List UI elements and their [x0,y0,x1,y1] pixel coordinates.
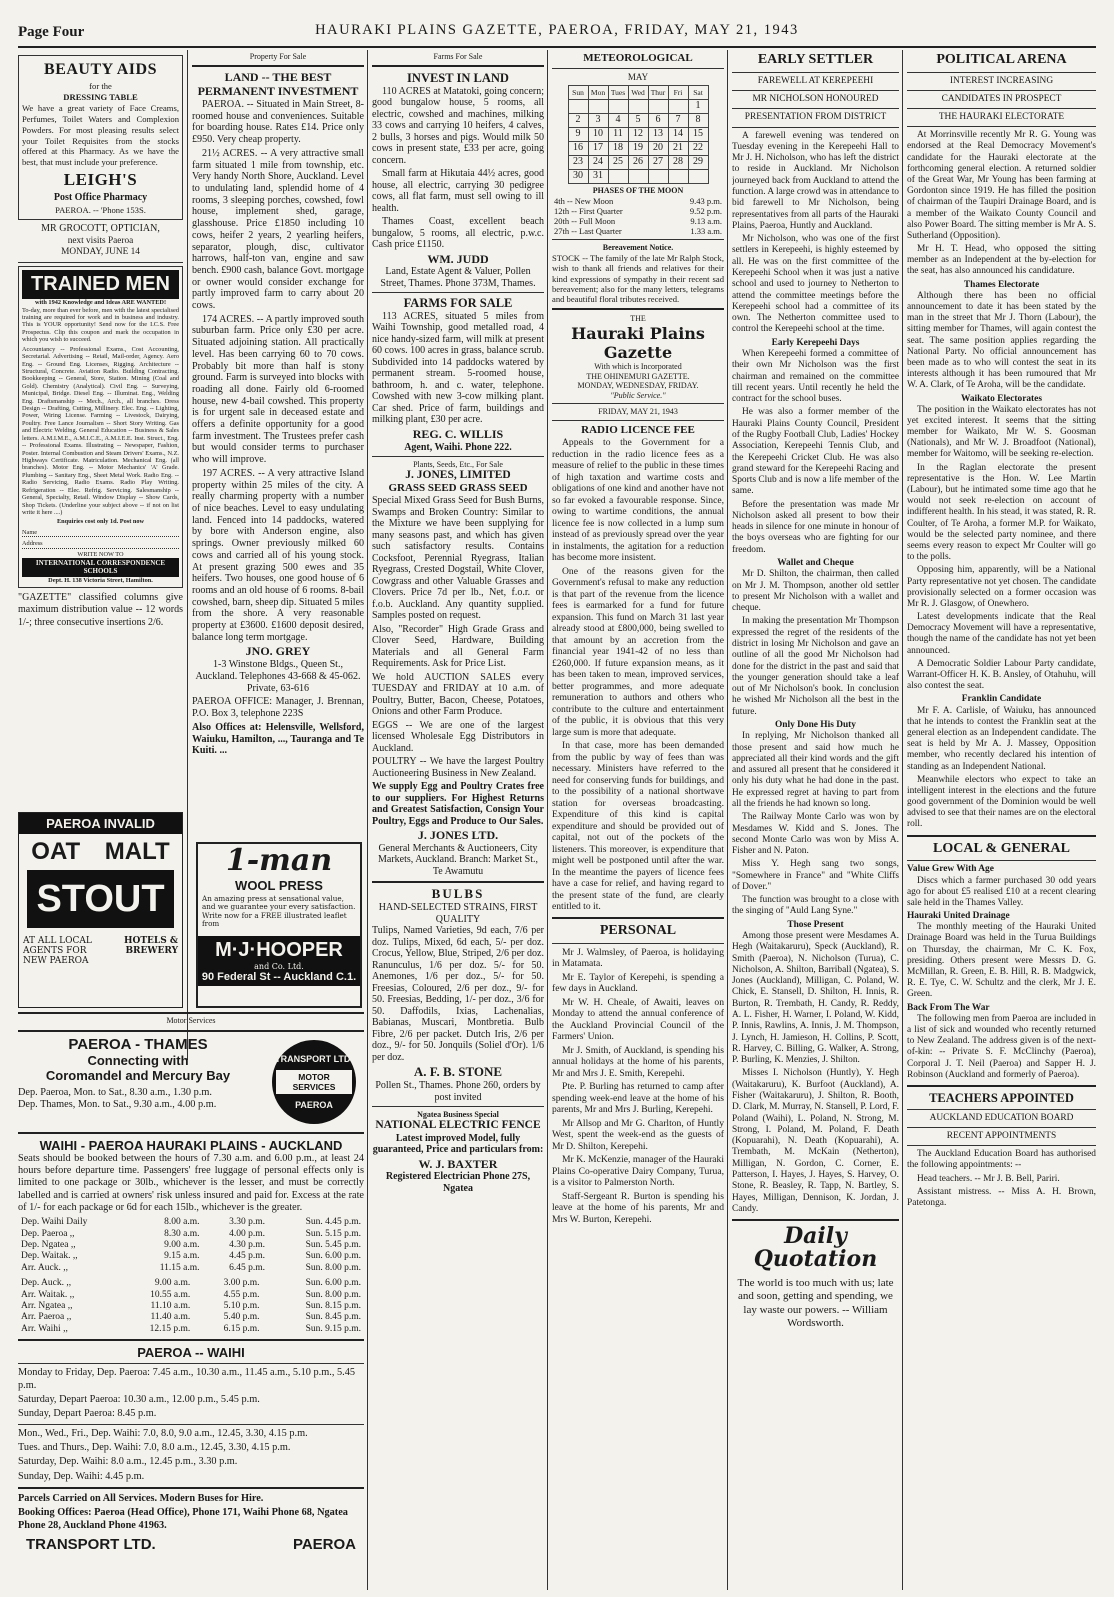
booking: Booking Offices: Paeroa (Head Office), Phone 171, Waihi Phone 68, Ngatea Phone 28, Auckland Phone 41963. [18,1507,348,1531]
section-farms: Farms For Sale [433,52,483,61]
paeroa-sign: PAEROA [292,1536,356,1553]
calendar-day: 28 [668,155,688,169]
timetable-cell: 5.10 p.m. [223,1301,260,1312]
column-rule [187,50,188,1060]
timetable-cell: 4.45 p.m. [229,1251,265,1262]
calendar-day [688,169,708,183]
calendar-day [608,169,628,183]
calendar-day [668,169,688,183]
column-rule [902,50,903,1590]
post-office: Post Office Pharmacy [53,192,148,204]
trained-list: Accountancy -- Professional Exams., Cost Accounting, Secretarial. Advertising -- Retail, Mail-order, Agency. Aero Eng. -- Ground Eng. Licenses, Rigging. Architecture -- Structural, Concrete. Aviation Radio. Building Contracting. Bookkeeping -- General, Store, Station. Mining (Coal and Gold). Chemistry (Analytical). Civil Eng. -- Surveying, Municipal, Bridge. Diesel Eng. -- Illuminat. Eng., Welding Eng. Draftsmanship -- Mech., Arch., all branches. Dress Design -- Drafting, Cutting, Millinery. Elec. Eng. -- Lighting, Power, Wiring License. Farming -- Livestock, Dairying, Poultry. Free Lance Journalism -- Short Story Writing. Gas and Electric Welding. General Education -- Business & Sales letters. A.M.I.M.E., A.M.I.C.E., A.M.I.E.E. Inst. Struct., Eng. -- Professional Exams. Illustrating -- Newspaper, Fashion, Poster. Internal Combustion and Steam Drivers' Exams., N.Z. Highways Certificate. Matriculation. Mechanical Eng. (all branches). Motor Eng. -- Motor Mechanics' 'A' Grade. Plumbing -- Sanitary Eng., Sheet Metal Work. Radio Eng. -- Radio Servicing, Radio Exams. Radio Play Writing. Refrigeration -- Elec. Refrig. Servicing. Salesmanship -- General, Specialty, Retail. Window Display -- Show Cards, Shop Tickets. (Underline your subject above -- if not on list write it here ....) [22,345,179,516]
enquiries: Enquiries cost only 1d. Post now [56,518,145,526]
timetable-cell: 3.00 p.m. [223,1278,260,1289]
timetable-cell: Sun. 6.00 p.m. [305,1251,361,1262]
timetable-cell: 12.15 p.m. [149,1323,191,1334]
calendar-day: 26 [628,155,648,169]
calendar-month: MAY [627,72,649,83]
timetable-cell: Dep. Auck. ,, [21,1278,72,1289]
schedule-line: Sunday, Dep. Waihi: 4.45 p.m. [18,1470,145,1482]
phase-cell: 1.33 a.m. [690,226,722,237]
baxter-address: Registered Electrician Phone 27S, Ngatea [385,1171,531,1194]
grass-seed: GRASS SEED GRASS SEED [388,482,528,495]
calendar-day-header: Mon [588,85,608,99]
article-paragraph: When Kerepeehi formed a committee of their own Mr Nicholson was the first chairman and remained on the committee till recent years. Until recently he held the contract for the school buses. [732,348,899,405]
calendar-day-header: Tues [608,85,628,99]
subhead: Hauraki United Drainage [907,911,1010,922]
timetable-cell: 8.00 a.m. [164,1217,200,1228]
article-paragraph: The following men from Paeroa are included in a list of sick and wounded who recently returned to New Zealand. The address given is of the next-of-kin: -- Private S. F. McClinchy (Paeroa), Corporal J. T. Neil (Paeroa) and Sapper H. J. Robinson (Auckland and formerly of Paeroa). [907,1013,1096,1080]
subhead: Value Grew With Age [907,864,994,875]
article-paragraph: Latest developments indicate that the Real Democracy Movement will have a representative, though the name of the candidate has not yet been announced. [907,612,1096,656]
calendar-day: 29 [688,155,708,169]
paeroa-waihi-headline: PAEROA -- WAIHI [137,1345,245,1361]
timetable-outbound [18,1217,364,1274]
transport-ltd: TRANSPORT LTD. [26,1536,156,1553]
listing-paragraph: Special Mixed Grass Seed for Bush Burns, Swamps and Broken Country: Similar to the Mixture we have been supplying for many seasons past, and which has given such satisfactory results. Contains Cocksfoot, Perennial Ryegrass, Italian Ryegrass, Crested Dogstail, White Clover, Cowgrass and other Valuable Grasses and Clovers. Price 7d per lb., Net, f.o.r. or f.o.b. Auckland. Any quantity supplied. Samples posted on request. [372,495,544,622]
article-paragraph: The function was brought to a close with the singing of "Auld Lang Syne." [732,895,899,917]
article-paragraph: Meanwhile electors who expect to take an intelligent interest in the elections and the future good government of the Dominion would be well advised to see that their names are on the electoral roll. [907,774,1096,830]
editorial-paragraph: Appeals to the Government for a reduction in the radio licence fees as a measure of relief to the public in these times of high taxation and wartime costs and obligations of one kind and another have not so far evoked a favourable response. Since, owing to wartime conditions, the annual licence fee is now collected in a lump sum instead of as previously spread over the year in instalments, the agitation for a reduction has become more insistent. [552,437,724,564]
column-4 [552,52,724,1597]
logo-bot: PAEROA [295,1099,333,1110]
stout-oat: OAT [31,838,81,865]
listing-paragraph: 21½ ACRES. -- A very attractive small farm situated 1 mile from township, etc. Very handy North Shore, Auckland. Level to undulating land, splendid home of 4 rooms, 3 sleeping porches, cowshed, fowl house, implement shed, garage, glasshouse. Price £1850 including 10 cows, heifer 2 years, 2 yearling heifers, separator, plough, disc, cultivator harrows, half-ton van, engine and saw bench. £900 cash, balance Govt. mortgage or owner would consider exchange for partly improved farm to carry about 20 cows. [192,147,364,312]
masthead [18,8,1096,48]
article-paragraph: Mr D. Shilton, the chairman, then called on Mr J. M. Thompson, another old settler to present Mr Nicholson with a wallet and cheque. [732,569,899,614]
bereavement-body: STOCK -- The family of the late Mr Ralph Stock, wish to thank all friends and relatives for their kind expressions of sympathy in their recent sad bereavement; also for the many letters, telegrams and beautiful floral tributes received. [552,252,724,305]
article-paragraph: Misses I. Nicholson (Huntly), Y. Hegh (Waitakaruru), K. Burfoot (Auckland), A. Fisher (Waitakaruru), J. Shilton, R. Booth, D. Clark, M. Murray, N. Stansell, P. Lord, F. Poland (Waihi), L. Poland, N. Strong, M. Strong, I. Poland, M. Poland, F. Death (Kopuarahi), N. Death (Kopuarahi), A. Trembath, M. McKain (Netherton), Milligan, N. Gordon, C. Corner, E. Patterson, I. Hayes, J. Hayes, S. Harvey, O. Stone, R. Beasley, R. Tapp, N. Bartley, S. Hayes, Milligan, Dennison, K. Jordan, J. Candy. [732,1068,899,1214]
stout-ad [18,812,183,1008]
timetable-cell: 11.40 a.m. [150,1312,191,1323]
recent-appointments: RECENT APPOINTMENTS [946,1130,1057,1141]
personal-item: Mr J. Walmsley, of Paeroa, is holidaying in Matamata. [552,946,724,970]
phases-title: PHASES OF THE MOON [592,185,684,195]
calendar-day-header: Wed [628,85,648,99]
masthead-title: HAURAKI PLAINS GAZETTE, PAEROA, FRIDAY, MAY 21, 1943 [315,22,799,38]
article-paragraph: Among those present were Mesdames A. Hegh (Waitakaruru), Speck (Auckland), R. Smith (Paeroa), N. Nicholson (Turua), C. Nicholson, A. Shilton, Barriball (Ngatea), S. Jones (Auckland), Milligan, C. Poland, W. Chick, E. Stansell, D. Shilton, H. Innis, R. Burton, R. Trembath, H. Candy, R. Reddy, A. L. Fisher, H. Warner, I. Poland, W. Kidd, P. Innis, Rawlins, A. Innis, J. M. Thompson, J. Lynch, H. Jamieson, H. Collins, P. Scott, R. Harvey, C. Billing, G. Walker, A. Strong, P. Burling, K. Menzies, J. Shilton. [732,931,899,1066]
phase-cell: 12th -- First Quarter [554,205,623,216]
editorial-paragraph: One of the reasons given for the Government's refusal to make any reduction is that part of the revenue from the licence fees is earmarked for a fund for future expansion. This fund on March 31 last year already stood at £800,000, being swelled to that amount by an accretion from the financial year 1941-42 of no less than £260,000. If future expansion means, as it has been taken to mean, improved services, better programmes, and more adequate remuneration to authors and others who contribute to the culture and entertainment of the public, it is obvious that this very large sum is more that adequate. [552,565,724,738]
timetable-inbound [18,1278,364,1335]
dep-thames: Dep. Thames, Mon. to Sat., 9.30 a.m., 4.00 p.m. [18,1098,217,1110]
timetable-cell: 10.55 a.m. [150,1289,191,1300]
calendar-day: 16 [568,141,588,155]
hooper-co: and Co. Ltd. [254,962,304,972]
column-2 [192,52,364,840]
listing-paragraph: 174 ACRES. -- A partly improved south suburban farm. Price only £30 per acre. Situated adjoining station. All practically level. Has been carrying 60 to 70 cows. Probably bit more than half is stony ground. Farm is surveyed into blocks with roading all done. Fairly old 6-roomed house, new 4-bail cowshed. This property is for urgent sale in deceased estate and offers a definite opportunity for a good farm investment. The Trustees prefer cash but would consider terms to purchaser who will improve. [192,313,364,466]
timetable-cell: Sun. 8.00 p.m. [305,1262,361,1273]
beauty-title: BEAUTY AIDS [44,61,157,78]
editorial-paragraph: In that case, more has been demanded from the public by way of fees than was necessary. Ministers have referred to the need for conserving funds for buildings, and to the possibility of a national shortwave station for overseas broadcasting. Expenditure of this kind is capital expenditure and should be provided out of capital, not out of the pockets of the listeners. This moreover, is expenditure that might well be postponed until after the war. In the meantime the payers of licence fees have a case for relief, and having regard to the present state of the fund, are clearly entitled to it. [552,740,724,913]
phase-cell: 9.13 a.m. [690,215,722,226]
column-3 [372,52,544,1597]
personal-item: Mr W. H. Cheale, of Awaiti, leaves on Monday to attend the annual conference of the Auckland Provincial Council of the Farmers' Union. [552,996,724,1043]
article-paragraph: The position in the Waikato electorates has not yet excited interest. It seems that the sitting member for Waikato, Mr W. S. Goosman (Nationals), and Mr W. J. Broadfoot (National), member for Waitomo, will be seeking re-election. [907,404,1096,460]
phase-cell: 27th -- Last Quarter [554,226,622,237]
personal-item: Mr E. Taylor of Kerepehi, is spending a few days in Auckland. [552,971,724,995]
hauraki-electorate: THE HAURAKI ELECTORATE [938,112,1065,123]
grey-office: PAEROA OFFICE: Manager, J. Brennan, P.O. Box 3, telephone 223S [192,696,364,720]
article-paragraph: A Democratic Soldier Labour Party candidate, Warrant-Officer H. K. B. Ansley, of Otahuhu, will also contest the seat. [907,658,1096,692]
listing-paragraph: PAEROA. -- Situated in Main Street, 8-roomed house and conveniences. Suitable for boarding house. Rates £14. Price only £950. Very cheap property. [192,99,364,146]
personal-item: Pte. P. Burling has returned to camp after spending week-end leave at the home of his parents, Mr and Mrs J. Burling, Kerepehi. [552,1081,724,1116]
timetable-cell: Arr. Auck. ,, [21,1262,68,1273]
hooper-name: M·J·HOOPER [215,939,343,962]
timetable-cell: 6.15 p.m. [223,1323,260,1334]
write-now: WRITE NOW TO [77,550,124,558]
timetable-cell: Dep. Ngatea ,, [21,1240,76,1251]
public-service: "Public Service." [610,390,666,400]
listing-paragraph: 113 ACRES, situated 5 miles from Waihi Township, good metalled road, 4 nice handy-sized farm, will milk at present 60 cows. 100 acres in grass, balance scrub. Subdivided into 14 paddocks watered by permanent stream. 5-roomed house, bathroom, h. and c. water, telephone. Cowshed with new 3-cow milking plant. Car shed. Price of farm, buildings and milking plant, £30 per acre. [372,310,544,426]
bulbs-list: Tulips, Named Varieties, 9d each, 7/6 per doz. Tulips, Mixed, 6d each, 5/- per doz. Crocus, Yellow, Blue, Striped, 2/6 per doz. Ranunculus, 1/6 per doz. 5/- for 50. Anemones, 1/6 per doz., 5/- for 50. Freesias, Coloured, 2/6 per doz., 9/- for 50. Freesias, Bedding, 1/- per doz., 3/6 for 50. Daffodils, Ixias, Lachenalias, Babianas, Muscari, Montbretia. Bulb Fibre, 2/6 per packet. Dutch Iris, 2/6 per doz., 9/- for 50. Jonquils (Soliel d'Or). 1/6 per doz. [372,925,544,1063]
schedule-line: Sunday, Depart Paeroa: 8.45 p.m. [18,1408,157,1420]
masthead-the: THE [630,314,646,324]
column-5 [732,52,899,1597]
timetable-cell: Sun. 8.45 p.m. [305,1312,361,1323]
trained-men-title: TRAINED MEN [22,270,179,299]
grocott: MR GROCOTT, OPTICIAN, [41,222,160,234]
calendar-day: 31 [588,169,608,183]
national-body: Latest improved Model, fully guaranteed, Price and particulars from: [372,1132,544,1156]
listing-paragraph: Small farm at Hikutaia 44½ acres, good house, all electric, carrying 30 pedigree cows, all flat farm, must sell owing to ill health. [372,168,544,214]
article-paragraph: A farewell evening was tendered on Tuesday evening in the Kerepeehi Hall to Mr J. H. Nicholson, who has left the district to reside in Auckland. Mr Nicholson journeyed back from Auckland to attend the function. A large crowd was in attendance to bid farewell to Mr Nicholson, being representatives from all parts of the Hauraki Plains, Paeroa, Huntly and Auckland. [732,130,899,231]
section-property: Property For Sale [249,52,307,61]
quotation-title: Quotation [753,1246,878,1273]
motor-services [18,1012,364,1592]
timetable-cell: 9.15 a.m. [164,1251,200,1262]
national-fence: NATIONAL ELECTRIC FENCE [375,1119,541,1132]
paeroa-thames-headline: PAEROA - THAMES [68,1035,208,1053]
column-6 [907,52,1096,1597]
subhead: Only Done His Duty [774,719,856,730]
timetable-cell: Dep. Waitak. ,, [21,1251,78,1262]
judd-address: Land, Estate Agent & Valuer, Pollen Street, Thames. Phone 373M, Thames. [380,266,536,289]
local-general-headline: LOCAL & GENERAL [933,840,1070,856]
calendar-day: 11 [608,127,628,141]
phase-cell: 9.52 p.m. [689,205,722,216]
subhead: Thames Electorate [963,279,1040,290]
calendar-day [608,99,628,113]
timetable-cell: 11.15 a.m. [159,1262,200,1273]
article-paragraph: Assistant mistress. -- Miss A. H. Brown, Patetonga. [907,1186,1096,1208]
schedule-line: Monday to Friday, Dep. Paeroa: 7.45 a.m., 10.30 a.m., 11.45 a.m., 5.10 p.m., 5.45 p.m. [18,1367,355,1391]
listing-paragraph: Also, "Recorder" High Grade Grass and Clover Seed, Hardware, Building Materials and all General Farm Requirements. Ask for Price List. [372,623,544,670]
calendar-day: 13 [648,127,668,141]
listing-paragraph: EGGS -- We are one of the largest licensed Wholesale Egg Distributors in Auckland. [372,719,544,754]
beauty-ad [18,55,183,220]
section-plants: Plants, Seeds, Etc., For Sale [413,460,503,470]
trained-men-ad [18,266,183,588]
calendar-day: 10 [588,127,608,141]
invest-headline: INVEST IN LAND [407,71,509,86]
article-paragraph: Miss Y. Hegh sang two songs, "Somewhere in France" and "White Cliffs of Dover." [732,859,899,892]
transport-logo [272,1040,356,1124]
listing-paragraph: We hold AUCTION SALES every TUESDAY and FRIDAY at 10 a.m. of Poultry, Butter, Bacon, Cheese, Potatoes, Onions and other Farm Produce. [372,671,544,718]
phase-cell: 4th -- New Moon [554,195,614,206]
name-label: Name [22,528,38,536]
schedule-line: Saturday, Dep. Waihi: 8.0 a.m., 12.45 p.m., 3.30 p.m. [18,1456,238,1468]
political-arena-headline: POLITICAL ARENA [936,52,1067,67]
leighs-logo: LEIGH'S [63,170,138,190]
candidates: CANDIDATES IN PROSPECT [941,93,1062,104]
calendar-day: 4 [608,113,628,127]
calendar-day: 2 [568,113,588,127]
dep-paeroa: Dep. Paeroa, Mon. to Sat., 8.30 a.m., 1.30 p.m. [18,1086,212,1098]
timetable-cell: Arr. Waitak. ,, [21,1289,75,1300]
timetable-cell: 5.40 p.m. [223,1312,260,1323]
calendar-day: 24 [588,155,608,169]
judd-name: WM. JUDD [427,251,489,266]
calendar-day [588,99,608,113]
timetable-cell: Sun. 8.00 p.m. [305,1289,361,1300]
article-paragraph: In replying, Mr Nicholson thanked all those present and said how much he appreciated all their kind words and the gift and assured all present that he considered it only his duty what he had done in the past. He expressed regret at having to part from all the friends he had known so long. [732,731,899,809]
bereavement-title: Bereavement Notice. [602,243,674,253]
land-headline: LAND -- THE BEST PERMANENT INVESTMENT [197,70,359,99]
timetable-cell: 4.55 p.m. [223,1289,260,1300]
beauty-for: for the [89,81,112,91]
ohinemuri: THE OHINEMURI GAZETTE. [586,371,690,381]
jones-name: J. JONES, LIMITED [405,469,511,482]
phase-cell: 9.43 p.m. [689,195,722,206]
calendar-day: 27 [648,155,668,169]
calendar-day: 12 [628,127,648,141]
calendar-day-header: Sun [568,85,588,99]
parcels: Parcels Carried on All Services. Modern Buses for Hire. [18,1492,264,1504]
honoured: MR NICHOLSON HONOURED [752,94,879,105]
coromandel: Coromandel and Mercury Bay [45,1067,231,1083]
connecting: Connecting with [87,1052,189,1068]
calendar-day-header: Thur [648,85,668,99]
days-published: MONDAY, WEDNESDAY, FRIDAY. [577,381,699,391]
calendar-day: 6 [648,113,668,127]
section-ngatea: Ngatea Business Special [417,1110,499,1120]
calendar-day: 25 [608,155,628,169]
calendar-day [568,99,588,113]
personal-item: Mr Allsop and Mr G. Charlton, of Huntly West, spent the week-end as the guests of Mr D. Shilton, Kerepehi. [552,1117,724,1152]
subhead: Back From The War [907,1002,990,1013]
article-paragraph: Discs which a farmer purchased 30 odd years ago for about £5 realised £10 at a recent clearing sale held in the Thames Valley. [907,875,1096,908]
waihi-headline: WAIHI - PAEROA HAURAKI PLAINS - AUCKLAND [39,1137,343,1153]
listing-paragraph: POULTRY -- We have the largest Poultry Auctioneering Business in New Zealand. [372,756,544,779]
address-label: Address [22,540,43,548]
article-paragraph: Opposing him, apparently, will be a National Party representative not yet chosen. The candidate provisionally selected on a former occasion was Mr R. J. Glasgow, of Onewhero. [907,565,1096,609]
subhead: Wallet and Cheque [777,558,854,569]
calendar [568,85,709,184]
timetable-cell: Sun. 6.00 p.m. [305,1278,361,1289]
daily-quote: The world is too much with us; late and soon, getting and spending, we lay waste our powers. -- William Wordsworth. [737,1277,894,1329]
calendar-day: 17 [588,141,608,155]
calendar-day: 14 [668,127,688,141]
wool-body: An amazing press at sensational value, and we guarantee your every satisfaction. Write now for a FREE illustrated leaflet from [202,894,356,928]
logo-top: TRANSPORT LTD. [275,1053,353,1064]
schedule-line: Mon., Wed., Fri., Dep. Waihi: 7.0, 8.0, 9.0 a.m., 12.45, 3.30, 4.15 p.m. [18,1427,308,1439]
jones-address: General Merchants & Auctioneers, City Markets, Auckland. Branch: Market St., Te Awamutu [378,842,538,877]
article-paragraph: Mr F. A. Carlisle, of Waiuku, has announced that he intends to contest the Franklin seat at the general election as an Independent candidate. The seat is held by Mr A. J. Massey, Opposition member, who recently declared his intention of standing as an Independent National. [907,705,1096,772]
grey-also: Also Offices at: Helensville, Wellsford, Waiuku, Hamilton, ..., Tauranga and Te Kuiti. ... [192,721,364,757]
calendar-day: 22 [688,141,708,155]
personal-item: Mr J. Smith, of Auckland, is spending his annual holidays at the home of his parents, Mr and Mrs J. E. Smith, Kerepehi. [552,1044,724,1079]
stout-word: STOUT [27,870,174,928]
article-paragraph: Mr H. T. Head, who opposed the sitting member as an Independent at the by-election for the seat, has also announced his candidature. [907,244,1096,277]
page-number: Page Four [18,24,85,40]
schedule-line: Saturday, Depart Paeroa: 10.30 a.m., 12.00 p.m., 5.45 p.m. [18,1393,260,1405]
column-rule [727,50,728,1590]
interest-increasing: INTEREST INCREASING [949,75,1054,86]
calendar-day: 20 [648,141,668,155]
article-paragraph: In making the presentation Mr Thompson expressed the regret of the residents of the district in losing Mr Nicholson and gave an outline of all the good Mr Nicholson had done for the district in the past and said that the younger generation should take a leaf out of Mr Nicholson's book. In conclusion he wished Mr Nicholson all the best in the future. [732,616,899,717]
stout-top: PAEROA INVALID [19,813,182,834]
article-paragraph: In the Raglan electorate the present representative is the Hon. W. Lee Martin (Labour), but he intimated some time ago that he would not seek re-election on account of indifferent health. In his stead, it was stated, R. R. Coulter, of Te Aroha, a former M.P. for Waikato, would be the selected party nominee, and there seems every reason to expect Mr Coulter will go to the polls. [907,462,1096,563]
timetable-cell: Sun. 9.15 p.m. [305,1323,361,1334]
grey-name: JNO. GREY [245,644,311,659]
willis-name: REG. C. WILLIS [412,426,504,441]
farewell: FAREWELL AT KEREPEEHI [757,75,874,86]
calendar-day: 15 [688,127,708,141]
calendar-day [648,99,668,113]
calendar-day-header: Sat [688,85,708,99]
article-paragraph: Mr Nicholson, who was one of the first settlers in Kerepeehi, is highly esteemed by all. He was on the first committee of the Kerepeehi School when it was just a native school and used to journey to Netherton to attend the committee meetings before the Kerepeehi school had a committee of its own. The Netherton committee used to control the Kerepeehi school at the time. [732,234,899,335]
subhead: Those Present [787,919,844,930]
calendar-day: 18 [608,141,628,155]
personal-item: Staff-Sergeant R. Burton is spending his leave at the home of his parents, Mr and Mrs W. Burton, Kerepehi. [552,1190,724,1225]
column-rule [367,50,368,1590]
logo-mid: MOTOR SERVICES [276,1070,352,1094]
stout-malt: MALT [104,838,170,865]
beauty-table: DRESSING TABLE [63,91,138,102]
jones-ltd: J. JONES LTD. [417,828,499,843]
gazette-classified: "GAZETTE" classified columns give maximum distribution value -- 12 words 1/-; three consecutive insertions 2/6. [18,591,183,628]
baxter-name: W. J. BAXTER [418,1156,498,1171]
subhead: Franklin Candidate [961,694,1042,705]
timetable-cell: Sun. 4.45 p.m. [305,1217,361,1228]
calendar-day: 19 [628,141,648,155]
calendar-day: 5 [628,113,648,127]
timetable-cell: Sun. 5.45 p.m. [305,1240,361,1251]
article-paragraph: Head teachers. -- Mr J. B. Bell, Pariri. [917,1173,1060,1184]
radio-headline: RADIO LICENCE FEE [581,424,695,437]
stout-agents: AT ALL LOCAL AGENTS FOR NEW PAEROA [23,936,92,966]
presentation: PRESENTATION FROM DISTRICT [744,112,887,123]
education-board: AUCKLAND EDUCATION BOARD [929,1112,1074,1123]
timetable-cell: Sun. 8.15 p.m. [305,1301,361,1312]
ics-name: INTERNATIONAL CORRESPONDENCE SCHOOLS [22,558,179,577]
calendar-day: 8 [688,113,708,127]
oneman-logo: 1-man [225,843,333,878]
personal-headline: PERSONAL [599,922,677,938]
stone-name: A. F. B. STONE [413,1064,503,1080]
wool-press-ad [196,842,362,1008]
calendar-day [648,169,668,183]
teachers-headline: TEACHERS APPOINTED [929,1090,1074,1105]
gazette-name: Hauraki Plains Gazette [571,324,705,363]
calendar-day [628,99,648,113]
beauty-body: We have a great variety of Face Creams, Perfumes, Toilet Waters and Complexion Powders. For most pleasing results select your Toilet Requisites from the stocks offered at this Pharmacy. As we have the best, that must include your preference. [22,102,179,168]
timetable-cell: 4.00 p.m. [229,1228,265,1239]
timetable-cell: Arr. Ngatea ,, [21,1301,73,1312]
schedule-line: Tues. and Thurs., Dep. Waihi: 7.0, 8.0 a.m., 12.45, 3.30, 4.15 p.m. [18,1441,291,1453]
timetable-cell: 4.30 p.m. [229,1240,265,1251]
stout-hotels: HOTELS & BREWERY [124,936,178,956]
timetable-cell: Arr. Paeroa ,, [21,1312,72,1323]
timetable-cell: Dep. Paeroa ,, [21,1228,75,1239]
paeroa-phone: PAEROA. -- 'Phone 153S. [55,204,146,215]
column-rule [547,50,548,1590]
article-paragraph: The Railway Monte Carlo was won by Mesdames W. Kidd and S. Jones. The second Monte Carlo was won by Miss A. Fisher and N. Paton. [732,812,899,857]
article-paragraph: Before the presentation was made Mr Nicholson asked all present to bow their heads in silence for one minute in honour of the boys overseas who are fighting for our freedom. [732,499,899,555]
meteorological: METEOROLOGICAL [583,52,693,64]
personal-item: Mr K. McKenzie, manager of the Hauraki Plains Co-operative Dairy Company, Turua, is a visitor to Palmerston North. [552,1154,724,1189]
listing-paragraph: 110 ACRES at Matatoki, going concern; good bungalow house, 5 rooms, all electric, cowshed and machines, milking 33 cows and carrying 10 heifers, 4 calves, 2 bulls, 3 horses and pigs. Would milk 50 cows in present state, £33 per acre, going concern. [372,85,544,166]
calendar-day [628,169,648,183]
timetable-cell: 11.10 a.m. [150,1301,191,1312]
listing-paragraph: 197 ACRES. -- A very attractive Island property within 25 miles of the city. A really charming property with a number of nice beaches. Level to easy undulating land. Fenced into 14 paddocks, watered by bore with Anderson engine, also springs. Owner previously milked 60 cows and carried all of his young stock. At present grazing 500 ewes and 35 heifers. Two houses, one good house of 6 rooms and an old house of 6 rooms. 8-bail cowshed, barn, sheep dip. Situated 5 miles from the shore. A very reasonable property at £3600. £1600 deposit desired, balance long term mortgage. [192,467,364,643]
article-paragraph: He was also a former member of the Hauraki Plains County Council, President of the Rugby Football Club, Ladies' Hockey Association, Kerepeehi Tennis Club, and the Kerepeehi Cricket Club. He was also grand steward for the Kerepeehi Racing and Sports Club and is now a life member of the same. [732,407,899,497]
timetable-cell: 6.45 p.m. [229,1262,265,1273]
listing-paragraph: We supply Egg and Poultry Crates free to our suppliers. For Highest Returns and Greatest Satisfaction, Consign Your Poultry, Eggs and Produce to Our Sales. [372,781,544,827]
dateline: FRIDAY, MAY 21, 1943 [598,407,678,417]
timetable-cell: 9.00 a.m. [164,1240,200,1251]
section-motor: Motor Services [166,1016,216,1025]
grey-address: 1-3 Winstone Bldgs., Queen St., Auckland. Telephones 43-668 & 45-062. Private, 63-616 [195,659,361,694]
calendar-day [668,99,688,113]
timetable-cell: Sun. 5.15 p.m. [305,1228,361,1239]
early-settler-headline: EARLY SETTLER [757,52,874,67]
timetable-cell: 9.00 a.m. [154,1278,191,1289]
bulbs-headline: BULBS [431,886,485,902]
willis-address: Agent, Waihi. Phone 222. [404,441,512,453]
incorporated: With which is Incorporated [594,362,682,372]
article-paragraph: At Morrinsville recently Mr R. G. Young was endorsed at the Real Democracy Movement's candidate for the Hauraki electorate at the forthcoming general election. A returned soldier of the Great War, Mr Young has been farming at Gordonton since 1919. He has filled the position of chairman of the Taupiri Drainage Board, and is a member of the Waikato County Council and also Power Board. The sitting member is Mr A. S. Sutherland (Opposition). [907,130,1096,241]
monday-date: MONDAY, JUNE 14 [61,247,140,258]
wool-press-title: WOOL PRESS [235,878,323,893]
calendar-day-header: Fri [668,85,688,99]
hooper-address: 90 Federal St -- Auckland C.1. [201,971,357,984]
name-line[interactable] [22,529,179,537]
address-line[interactable] [22,540,179,548]
calendar-day: 1 [688,99,708,113]
calendar-day: 7 [668,113,688,127]
timetable-cell: 3.30 p.m. [229,1217,265,1228]
calendar-day: 23 [568,155,588,169]
trained-sub: with 1942 Knowledge and Ideas ARE WANTED! [34,299,167,307]
stone-address: Pollen St., Thames. Phone 260, orders by post invited [375,1080,541,1103]
farms-for-sale-headline: FARMS FOR SALE [403,296,513,311]
calendar-day: 30 [568,169,588,183]
daily-title: Daily [784,1223,847,1250]
seats-info: Seats should be booked between the hours of 7.30 a.m. and 6.00 p.m., at least 24 hours before departure time. Passengers' free luggage of personal effects only is limited to one package or 30lb., whichever is the lesser, and must be correctly labelled and is carried at owners' risk unless insured and paid for. Excess at the rate of 1/- for each package or 6d for each 15lb., whichever is the greater. [18,1152,364,1213]
article-paragraph: The Auckland Education Board has authorised the following appointments: -- [907,1149,1096,1171]
bulbs-sub: HAND-SELECTED STRAINS, FIRST QUALITY [378,902,538,925]
calendar-day: 9 [568,127,588,141]
listing-paragraph: Thames Coast, excellent beach bungalow, 5 rooms, all electric, p.w.c. Cash price £1150. [372,216,544,251]
article-paragraph: The monthly meeting of the Hauraki United Drainage Board was held in the Turua Buildings on Thursday, the chairman, Mr C. K. Fox, presiding. Others present were Messrs D. G. McMillan, R. Green, E. B. Hill, R. B. Madgwick, R. E. Tye, C. W. Schultz and the clerk, Mr J. E. Green. [907,922,1096,1000]
next-visits: next visits Paeroa [67,235,134,246]
timetable-cell: 8.30 a.m. [164,1228,200,1239]
phases-table [552,196,724,237]
calendar-day: 21 [668,141,688,155]
article-paragraph: Although there has been no official announcement to date it has been stated by the man in the street that Mr J. Thorn (Labour), the sitting member for Thames, will again contest the seat. The same position applies regarding the National Party. No official announcement has been made as to who will contest the seat in its interests although it has been rumoured that Mr W. A. Clark, of Te Aroha, will be the candidate. [907,290,1096,391]
phase-cell: 20th -- Full Moon [554,215,616,226]
timetable-cell: Arr. Waihi ,, [21,1323,68,1334]
calendar-day: 3 [588,113,608,127]
subhead: Waikato Electorates [961,393,1042,404]
subhead: Early Kerepeehi Days [771,337,860,348]
trained-body: To-day, more than ever before, men with the latest specialised training are required for work and in business and industry. This is YOUR opportunity! Send now for the I.C.S. Free Prospectus. Clip this coupon and mark the occupation in which you wish to succeed. [22,306,179,344]
ics-address: Dept. H. 138 Victoria Street, Hamilton. [48,576,153,584]
timetable-cell: Dep. Waihi Daily [21,1217,88,1228]
